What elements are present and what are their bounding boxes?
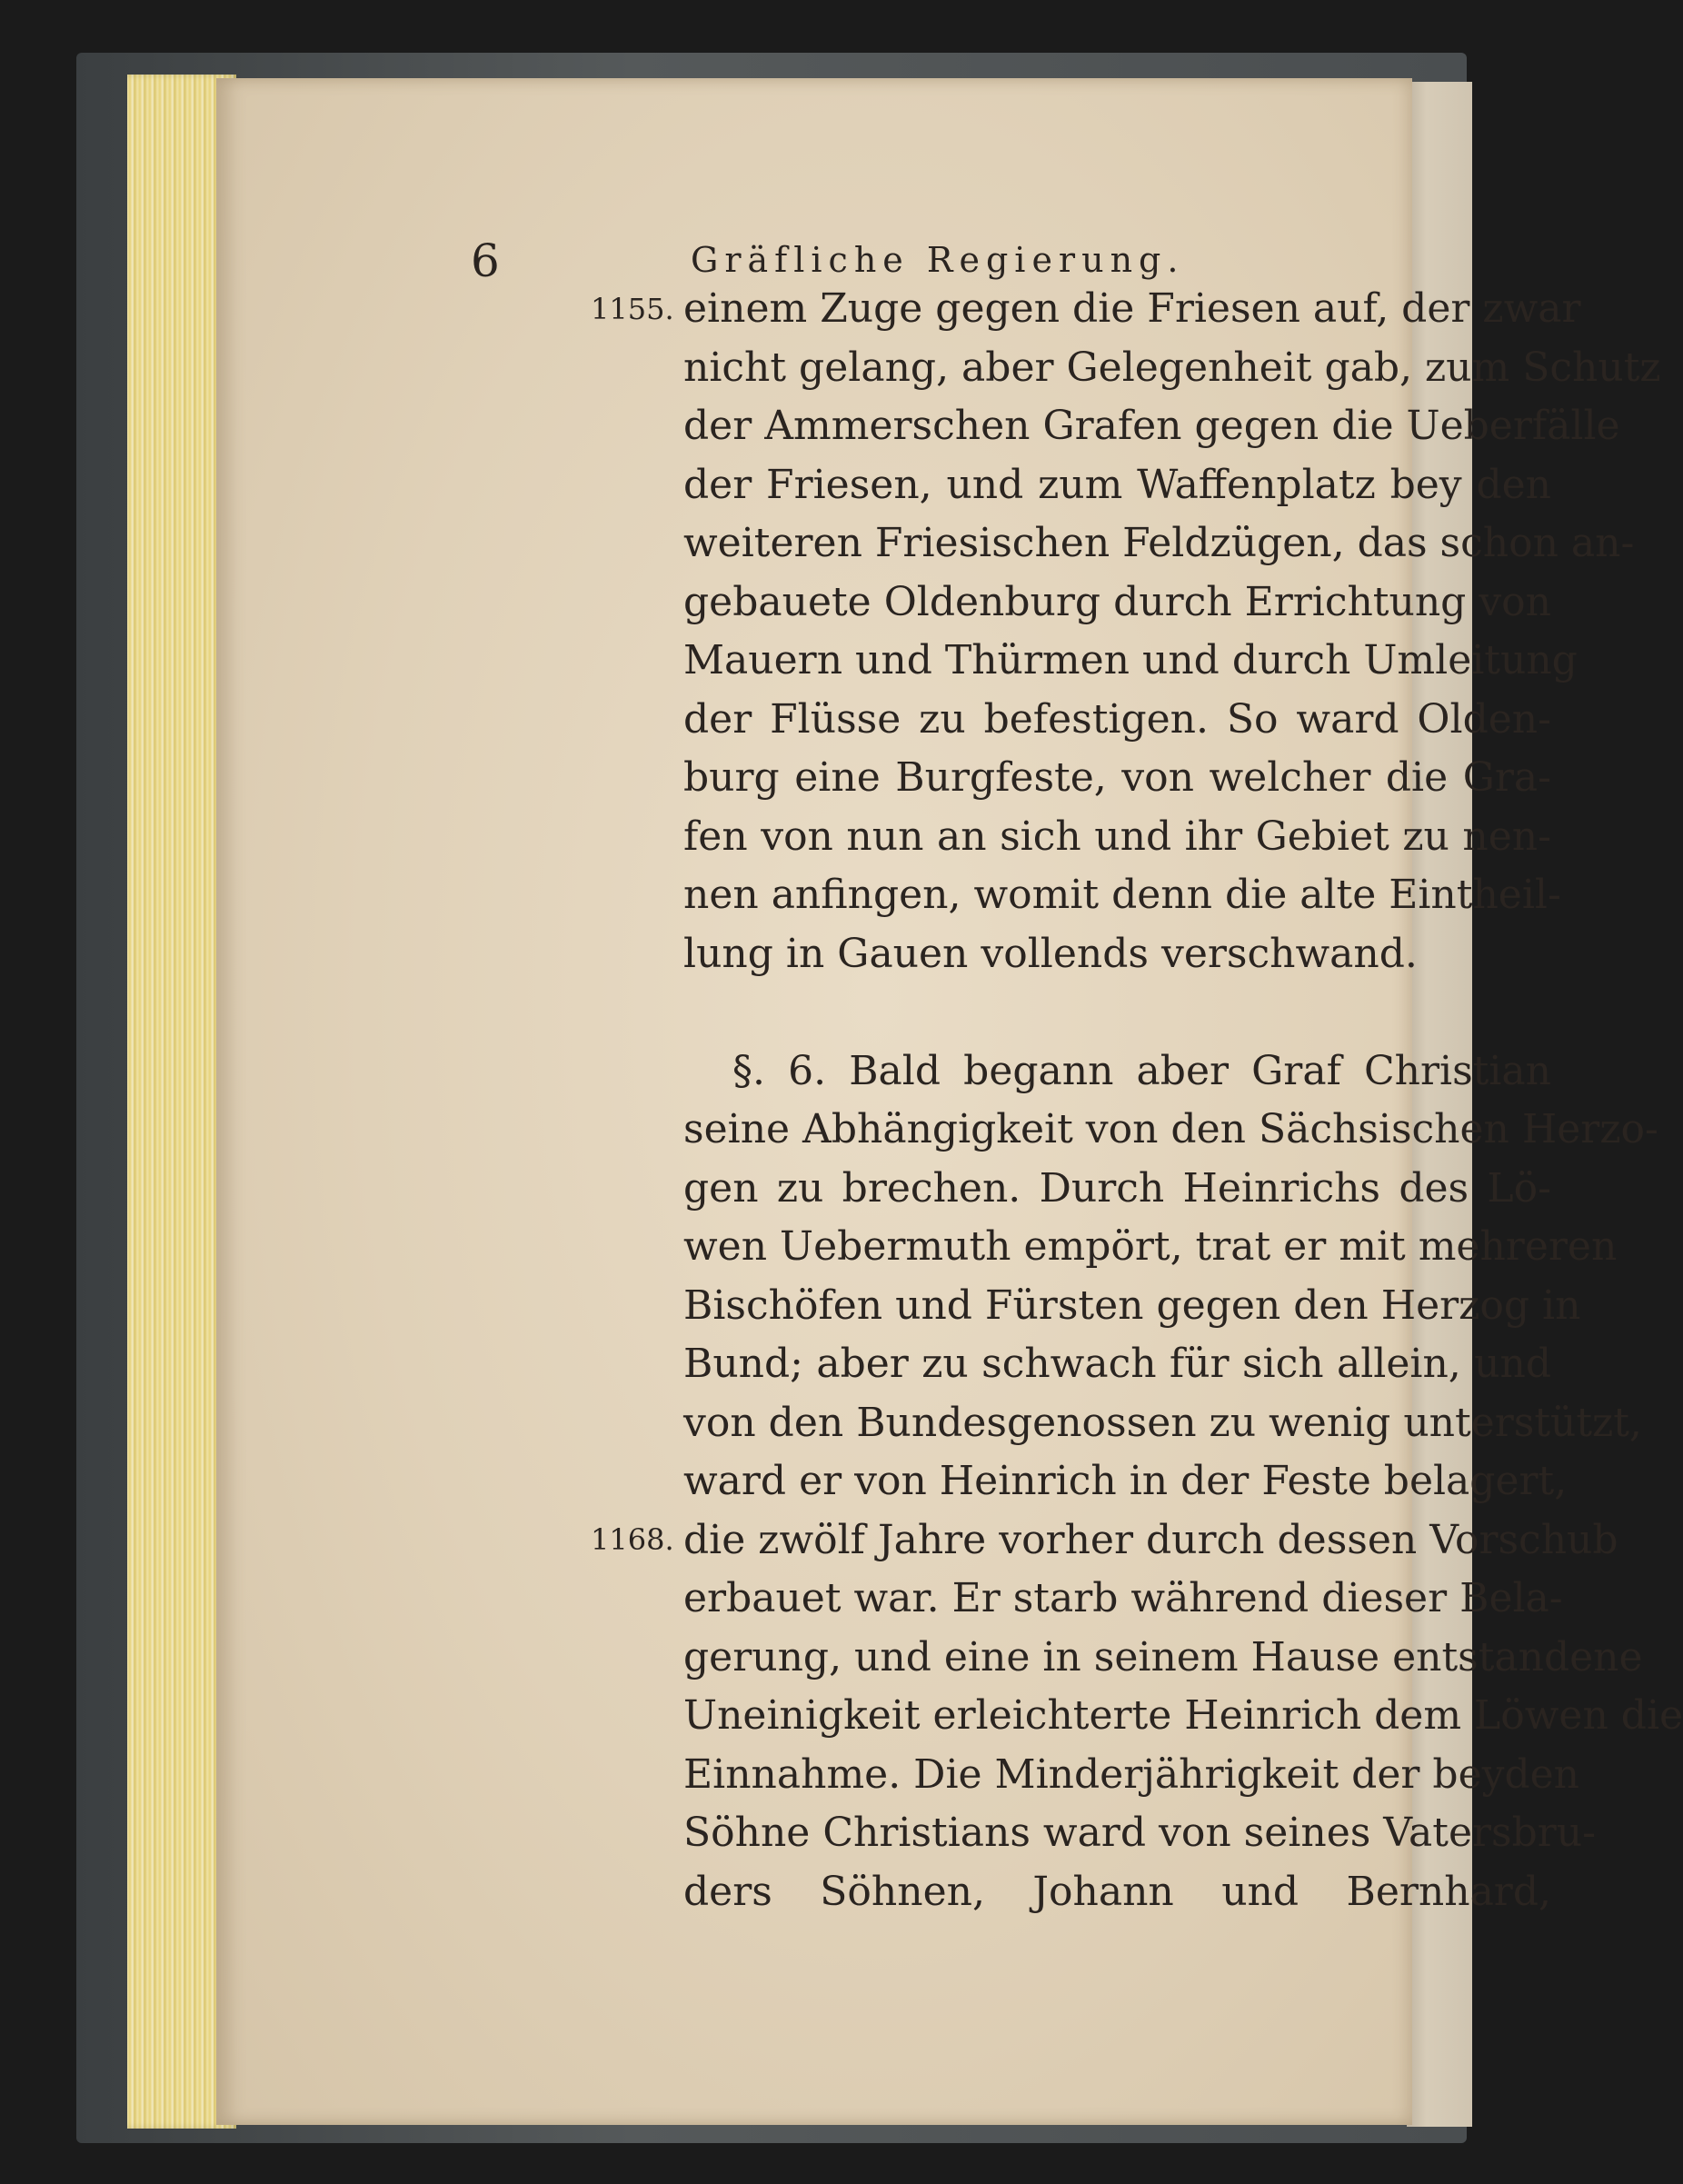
text-line: weiteren Friesischen Feldzügen, das schon an- [683,520,1635,566]
margin-year-1155: 1155. [591,292,674,326]
margin-year-1168: 1168. [591,1522,674,1557]
paragraph-gap [683,983,1551,1042]
text-line: der Flüsse zu befestigen. So ward Olden- [683,695,1551,743]
text-line: der Ammerschen Grafen gegen die Ueberfälle [683,403,1620,449]
text-line: lung in Gauen vollends verschwand. [683,930,1418,977]
body-text [683,280,1683,1921]
text-line: seine Abhängigkeit von den Sächsischen Herzo- [683,1106,1658,1152]
text-line: fen von nun an sich und ihr Gebiet zu nen- [683,813,1551,860]
text-line: nen anfingen, womit denn die alte Eintheil- [683,872,1561,918]
paragraph-2 [683,1042,1683,1922]
text-line: gen zu brechen. Durch Heinrichs des Lö- [683,1164,1551,1212]
text-line: gebauete Oldenburg durch Errichtung von [683,578,1552,625]
text-line: Uneinigkeit erleichterte Heinrich dem Löwen die [683,1692,1683,1739]
text-line: der Friesen, und zum Waffenplatz bey den [683,461,1551,508]
text-line: §. 6. Bald begann aber Graf Christian [732,1047,1551,1094]
text-line: ward er von Heinrich in der Feste belagert, [683,1458,1568,1504]
text-line: Bund; aber zu schwach für sich allein, und [683,1341,1551,1387]
text-line: Einnahme. Die Minderjährigkeit der beyden [683,1750,1580,1798]
paragraph-1 [683,280,1661,983]
text-line: erbauet war. Er starb während dieser Bela- [683,1575,1563,1621]
text-line: die zwölf Jahre vorher durch dessen Vorschub [683,1516,1618,1563]
text-line: nicht gelang, aber Gelegenheit gab, zum Schutz [683,344,1661,391]
book-page [216,78,1683,2125]
text-line: Mauern und Thürmen und durch Umleitung [683,637,1578,683]
text-line: burg eine Burgfeste, von welcher die Gra- [683,754,1551,801]
text-line: Söhne Christians ward von seines Vatersbru- [683,1810,1597,1856]
text-line: von den Bundesgenossen zu wenig unterstützt, [683,1399,1642,1446]
text-line: ders Söhnen, Johann und Bernhard, [683,1868,1551,1915]
text-line: Bischöfen und Fürsten gegen den Herzog in [683,1281,1581,1329]
page-number: 6 [471,234,500,287]
text-line: gerung, und eine in seinem Hause entstandene [683,1633,1643,1680]
text-line: einem Zuge gegen die Friesen auf, der zwar [683,285,1581,332]
text-line: wen Uebermuth empört, trat er mit mehreren [683,1223,1618,1270]
running-title: Gräfliche Regierung. [691,240,1185,280]
